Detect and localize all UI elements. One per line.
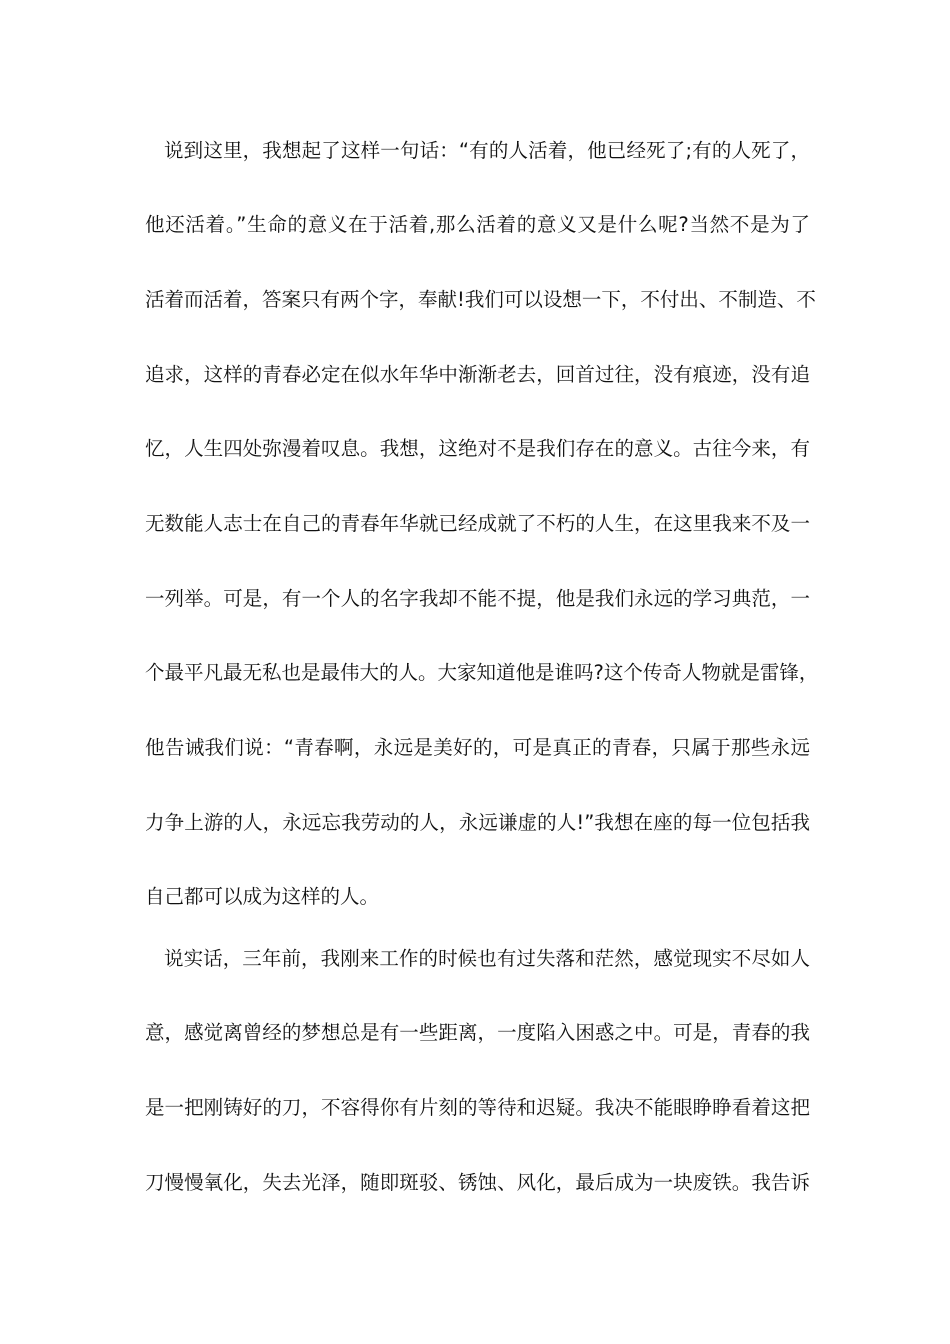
paragraph-1-line-9: 他告诫我们说：“青春啊，永远是美好的，可是真正的青春，只属于那些永远 [145,736,810,759]
paragraph-1-line-2: 他还活着。”生命的意义在于活着,那么活着的意义又是什么呢?当然不是为了 [145,213,810,236]
paragraph-1-line-4: 追求，这样的青春必定在似水年华中渐渐老去，回首过往，没有痕迹，没有追 [145,363,810,386]
paragraph-2-line-3: 是一把刚铸好的刀，不容得你有片刻的等待和迟疑。我决不能眼睁睁看着这把 [145,1096,810,1119]
paragraph-1-line-11: 自己都可以成为这样的人。 [145,885,380,908]
paragraph-1-line-3: 活着而活着，答案只有两个字，奉献!我们可以设想一下，不付出、不制造、不 [145,288,816,311]
paragraph-2-line-2: 意，感觉离曾经的梦想总是有一些距离，一度陷入困惑之中。可是，青春的我 [145,1021,810,1044]
paragraph-1-line-6: 无数能人志士在自己的青春年华就已经成就了不朽的人生，在这里我来不及一 [145,512,810,535]
paragraph-1-line-8: 个最平凡最无私也是最伟大的人。大家知道他是谁吗?这个传奇人物就是雷锋， [145,661,819,684]
paragraph-1-line-7: 一列举。可是，有一个人的名字我却不能不提，他是我们永远的学习典范，一 [145,587,810,610]
paragraph-1-line-5: 忆，人生四处弥漫着叹息。我想，这绝对不是我们存在的意义。古往今来，有 [145,437,810,460]
paragraph-2-line-1: 说实话，三年前，我刚来工作的时候也有过失落和茫然，感觉现实不尽如人 [164,947,810,970]
paragraph-2-line-4: 刀慢慢氧化，失去光泽，随即斑驳、锈蚀、风化，最后成为一块废铁。我告诉 [145,1171,810,1194]
paragraph-1-line-10: 力争上游的人，永远忘我劳动的人，永远谦虚的人!”我想在座的每一位包括我 [145,811,810,834]
paragraph-1-line-1: 说到这里，我想起了这样一句话：“有的人活着，他已经死了;有的人死了， [164,139,810,162]
